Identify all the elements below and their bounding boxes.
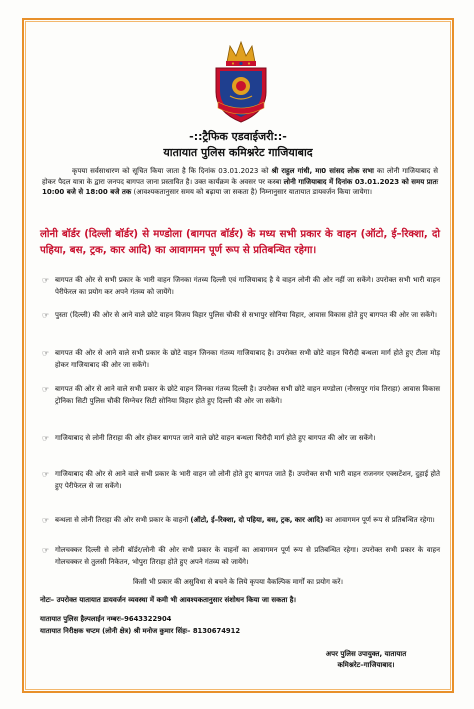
assistance-line: किसी भी प्रकार की असुविधा से बचने के लिये कृपया वैकल्पिक मार्गों का प्रयोग करें। <box>132 578 344 586</box>
hand-pointer-icon: ☞ <box>42 516 50 525</box>
route-text: गाजियाबाद की ओर से आने वाले सभी प्रकार के भारी वाहन जो लोनी होते हुए बागपत जाते हैं। उपरोक्त सभी भारी वाहन राजनगर एक्सटेंशन, दुहाई होते हुए पेरीफेरल से जा सकेंगे। <box>55 470 440 490</box>
hand-pointer-icon: ☞ <box>42 385 50 394</box>
list-item <box>42 514 440 526</box>
hand-pointer-icon: ☞ <box>42 276 50 285</box>
vehicle-types-highlight: (ऑटो, ई–रिक्शा, दो पहिया, बस, ट्रक, कार आदि) <box>190 516 324 524</box>
document-body <box>30 26 446 688</box>
list-item <box>42 274 440 298</box>
prohibition-alert: लोनी बॉर्डर (दिल्ली बॉर्डर) से मण्डोला (बागपत बॉर्डर) के मध्य सभी प्रकार के वाहन (ऑटो, ई–रिक्शा, दो पहिया, बस, ट्रक, कार आदि) का आवागमन पूर्ण रूप से प्रतिबन्धित रहेगा। <box>40 229 440 256</box>
hand-pointer-icon: ☞ <box>42 349 50 358</box>
intro-bold-2: लोनी गाजियाबाद में दिनांक 03.01.2023 को समय प्रातः 10:00 बजे से 18:00 बजे तक <box>42 177 438 196</box>
note-line: नोटः– उपरोक्त यातायात डायवर्जन व्यवस्था में कमी भी आवश्यकतानुसार संशोधन किया जा सकता है। <box>40 596 297 604</box>
intro-bold-1: श्री राहुल गांधी, मा0 सांसद लोक सभा <box>271 167 374 175</box>
up-police-emblem-icon <box>210 40 272 126</box>
hand-pointer-icon: ☞ <box>42 311 50 320</box>
list-item <box>42 347 440 371</box>
advisory-title: -::ट्रैफिक एडवाईजरी::- <box>189 130 287 143</box>
intro-text-1: कृपया सर्वसाधारण को सूचित किया जाता है कि दिनांक 03.01.2023 को <box>72 167 272 175</box>
intro-paragraph <box>42 166 438 198</box>
signatory-office: कमिश्नरेट–गाजियाबाद। <box>337 661 395 669</box>
route-text: बन्थला से लोनी तिराहा की ओर सभी प्रकार के वाहनों <box>55 516 191 524</box>
hand-pointer-icon: ☞ <box>42 546 50 555</box>
advisory-subtitle: यातायात पुलिस कमिश्नरेट गाजियाबाद <box>163 146 313 159</box>
hand-pointer-icon: ☞ <box>42 470 50 479</box>
intro-text-2: का लोनी गाजियाबाद से होकर पैदल यात्रा के द्वारा जनपद बागपत जाना प्रस्तावित है। उक्त कार्यक्रम के अवसर पर कस्बा <box>42 167 439 186</box>
route-text: बागपत की ओर से सभी प्रकार के भारी वाहन जिनका गंतव्य दिल्ली एवं गाजियाबाद है ये वाहन लोनी की ओर नहीं जा सकेंगे। उपरोक्त सभी भारी वाहन पेरीफेरल का प्रयोग कर अपने गंतव्य को जायेंगे। <box>55 276 440 296</box>
list-item <box>42 468 440 492</box>
list-item <box>42 383 440 407</box>
route-text: गोलचक्कर दिल्ली से लोनी बॉर्डर/लोनी की ओर सभी प्रकार के वाहनों का आवागमन पूर्ण रूप से प्रतिबन्धित रहेगा। उपरोक्त सभी प्रकार के वाहन गोलचक्कर से तुलसी निकेतन, भोपुरा तिराहा होते हुए अपने गंतव्य को जायेंगे। <box>55 546 440 566</box>
route-text-tail: का आवागमन पूर्ण रूप से प्रतिबन्धित रहेगा। <box>323 516 435 524</box>
hand-pointer-icon: ☞ <box>42 434 50 443</box>
list-item <box>42 544 440 568</box>
list-item <box>42 309 440 321</box>
route-text: बागपत की ओर से आने वाले सभी प्रकार के छोटे वाहन जिनका गंतव्य दिल्ली है। उपरोक्त सभी छोटे वाहन मण्डोला (नौरसपुर गांव तिराहा) आवास विकास ट्रोनिका सिटी पुलिस चौकी सिग्नेचर सिटी सोनिया विहार होते हुए दिल्ली की ओर जा सकेंगे। <box>55 385 440 405</box>
route-text: पुस्ता (दिल्ली) की ओर से आने वाले छोटे वाहन विजय विहार पुलिस चौकी से सभापुर सोनिया विहार, आवास विकास होते हुए बागपत की ओर जा सकेंगे। <box>55 311 438 319</box>
signatory-designation: अपर पुलिस उपायुक्त, यातायात <box>325 650 407 658</box>
helpline-number: यातायात पुलिस हैल्पलाईन नम्बरः–9643322904 <box>40 615 172 623</box>
inspector-contact: यातायात निरीक्षक चप्टम (लोनी क्षेत्र) श्री मनोज कुमार सिंहः– 8130674912 <box>40 627 241 635</box>
list-item <box>42 432 440 444</box>
route-text: बागपत की ओर से आने वाले सभी प्रकार के छोटे वाहन जिनका गंतव्य गाजियाबाद है। उपरोक्त सभी छोटे वाहन चिरौदी बन्थला मार्ग होते हुए टीला मोड़ होकर गाजियाबाद की ओर जा सकेंगे। <box>55 349 440 369</box>
intro-text-3: (आवश्यकतानुसार समय को बढ़ाया जा सकता है) निम्नानुसार यातायात डायवर्जन किया जायेगा। <box>131 188 373 196</box>
route-text: गाजियाबाद से लोनी तिराहा की ओर होकर बागपत जाने वाले छोटे वाहन बन्थला चिरौदी मार्ग होते हुए बागपत की ओर जा सकेंगे। <box>55 434 376 442</box>
